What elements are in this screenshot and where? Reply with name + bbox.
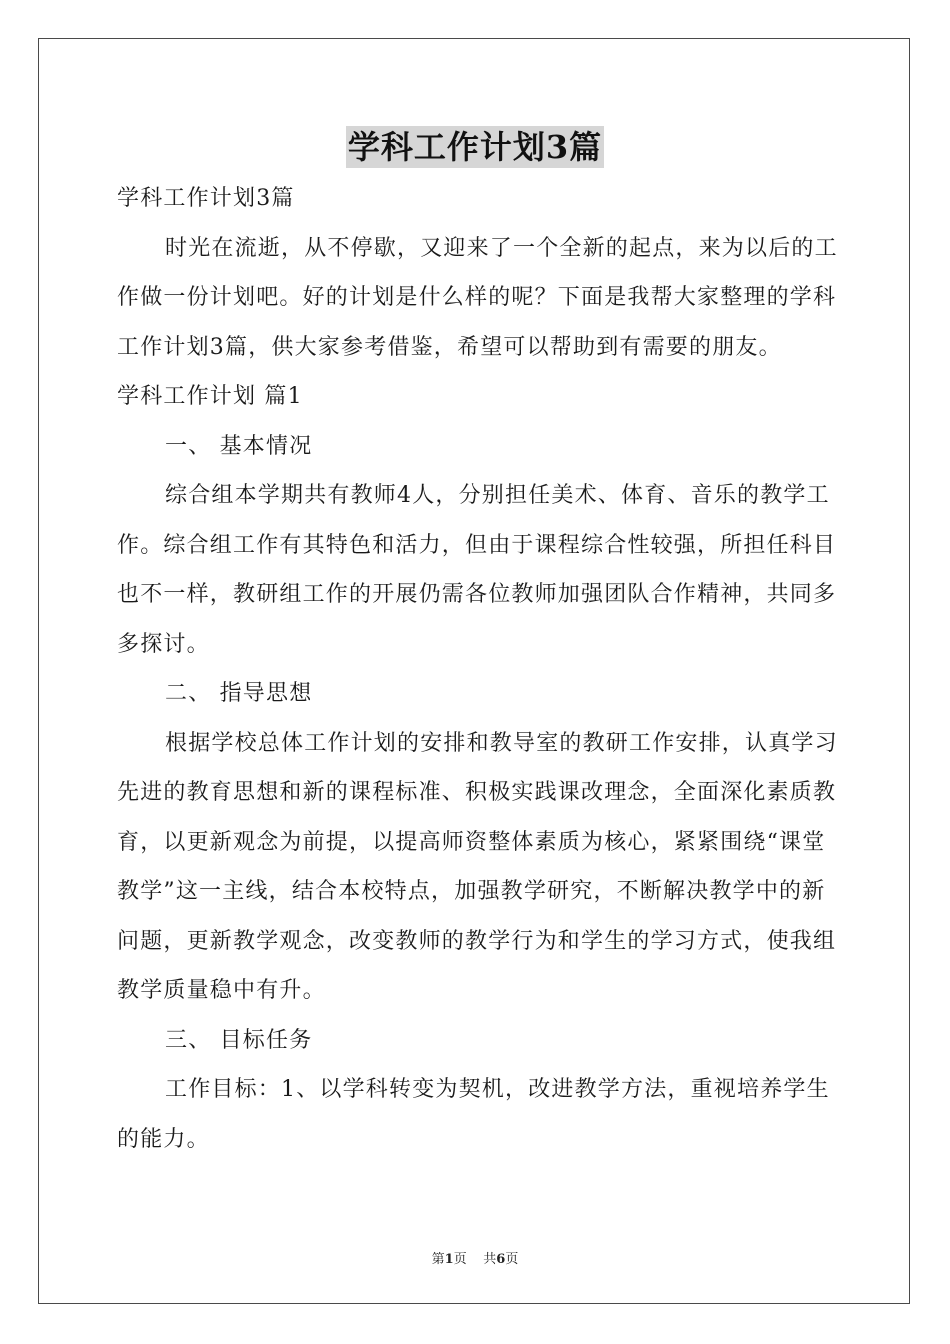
total-suffix: 页 [505, 1252, 519, 1267]
subsection-heading: 一、 基本情况 [165, 433, 313, 459]
page-prefix: 第 [431, 1252, 445, 1267]
title-container [0, 126, 950, 168]
page-total: 6 [496, 1252, 506, 1267]
page-current: 1 [444, 1252, 454, 1267]
page-footer [0, 1248, 950, 1267]
total-prefix: 共 [483, 1252, 497, 1267]
document-body [117, 174, 841, 1164]
subsection-heading: 三、 目标任务 [165, 1027, 313, 1053]
paragraph: 根据学校总体工作计划的安排和教导室的教研工作安排，认真学习先进的教育思想和新的课程标准、积极实践课改理念，全面深化素质教育，以更新观念为前提，以提高师资整体素质为核心，紧紧围绕“课堂教学”这一主线，结合本校特点，加强教学研究，不断解决教学中的新问题，更新教学观念，改变教师的教学行为和学生的学习方式，使我组教学质量稳中有升。 [117, 730, 838, 1003]
document-title: 学科工作计划3篇 [347, 128, 603, 166]
paragraph: 学科工作计划3篇 [117, 186, 295, 211]
paragraph: 工作目标：1、以学科转变为契机，改进教学方法，重视培养学生的能力。 [117, 1077, 830, 1152]
page-suffix: 页 [453, 1252, 467, 1267]
subsection-heading: 二、 指导思想 [165, 681, 313, 706]
section-heading: 学科工作计划 篇1 [117, 384, 303, 409]
paragraph: 综合组本学期共有教师4人，分别担任美术、体育、音乐的教学工作。综合组工作有其特色和活力，但由于课程综合性较强，所担任科目也不一样，教研组工作的开展仍需各位教师加强团队合作精神，共同多多探讨。 [117, 483, 837, 657]
paragraph: 时光在流逝，从不停歇，又迎来了一个全新的起点，来为以后的工作做一份计划吧。好的计划是什么样的呢？下面是我帮大家整理的学科工作计划3篇，供大家参考借鉴，希望可以帮助到有需要的朋友。 [117, 235, 838, 360]
